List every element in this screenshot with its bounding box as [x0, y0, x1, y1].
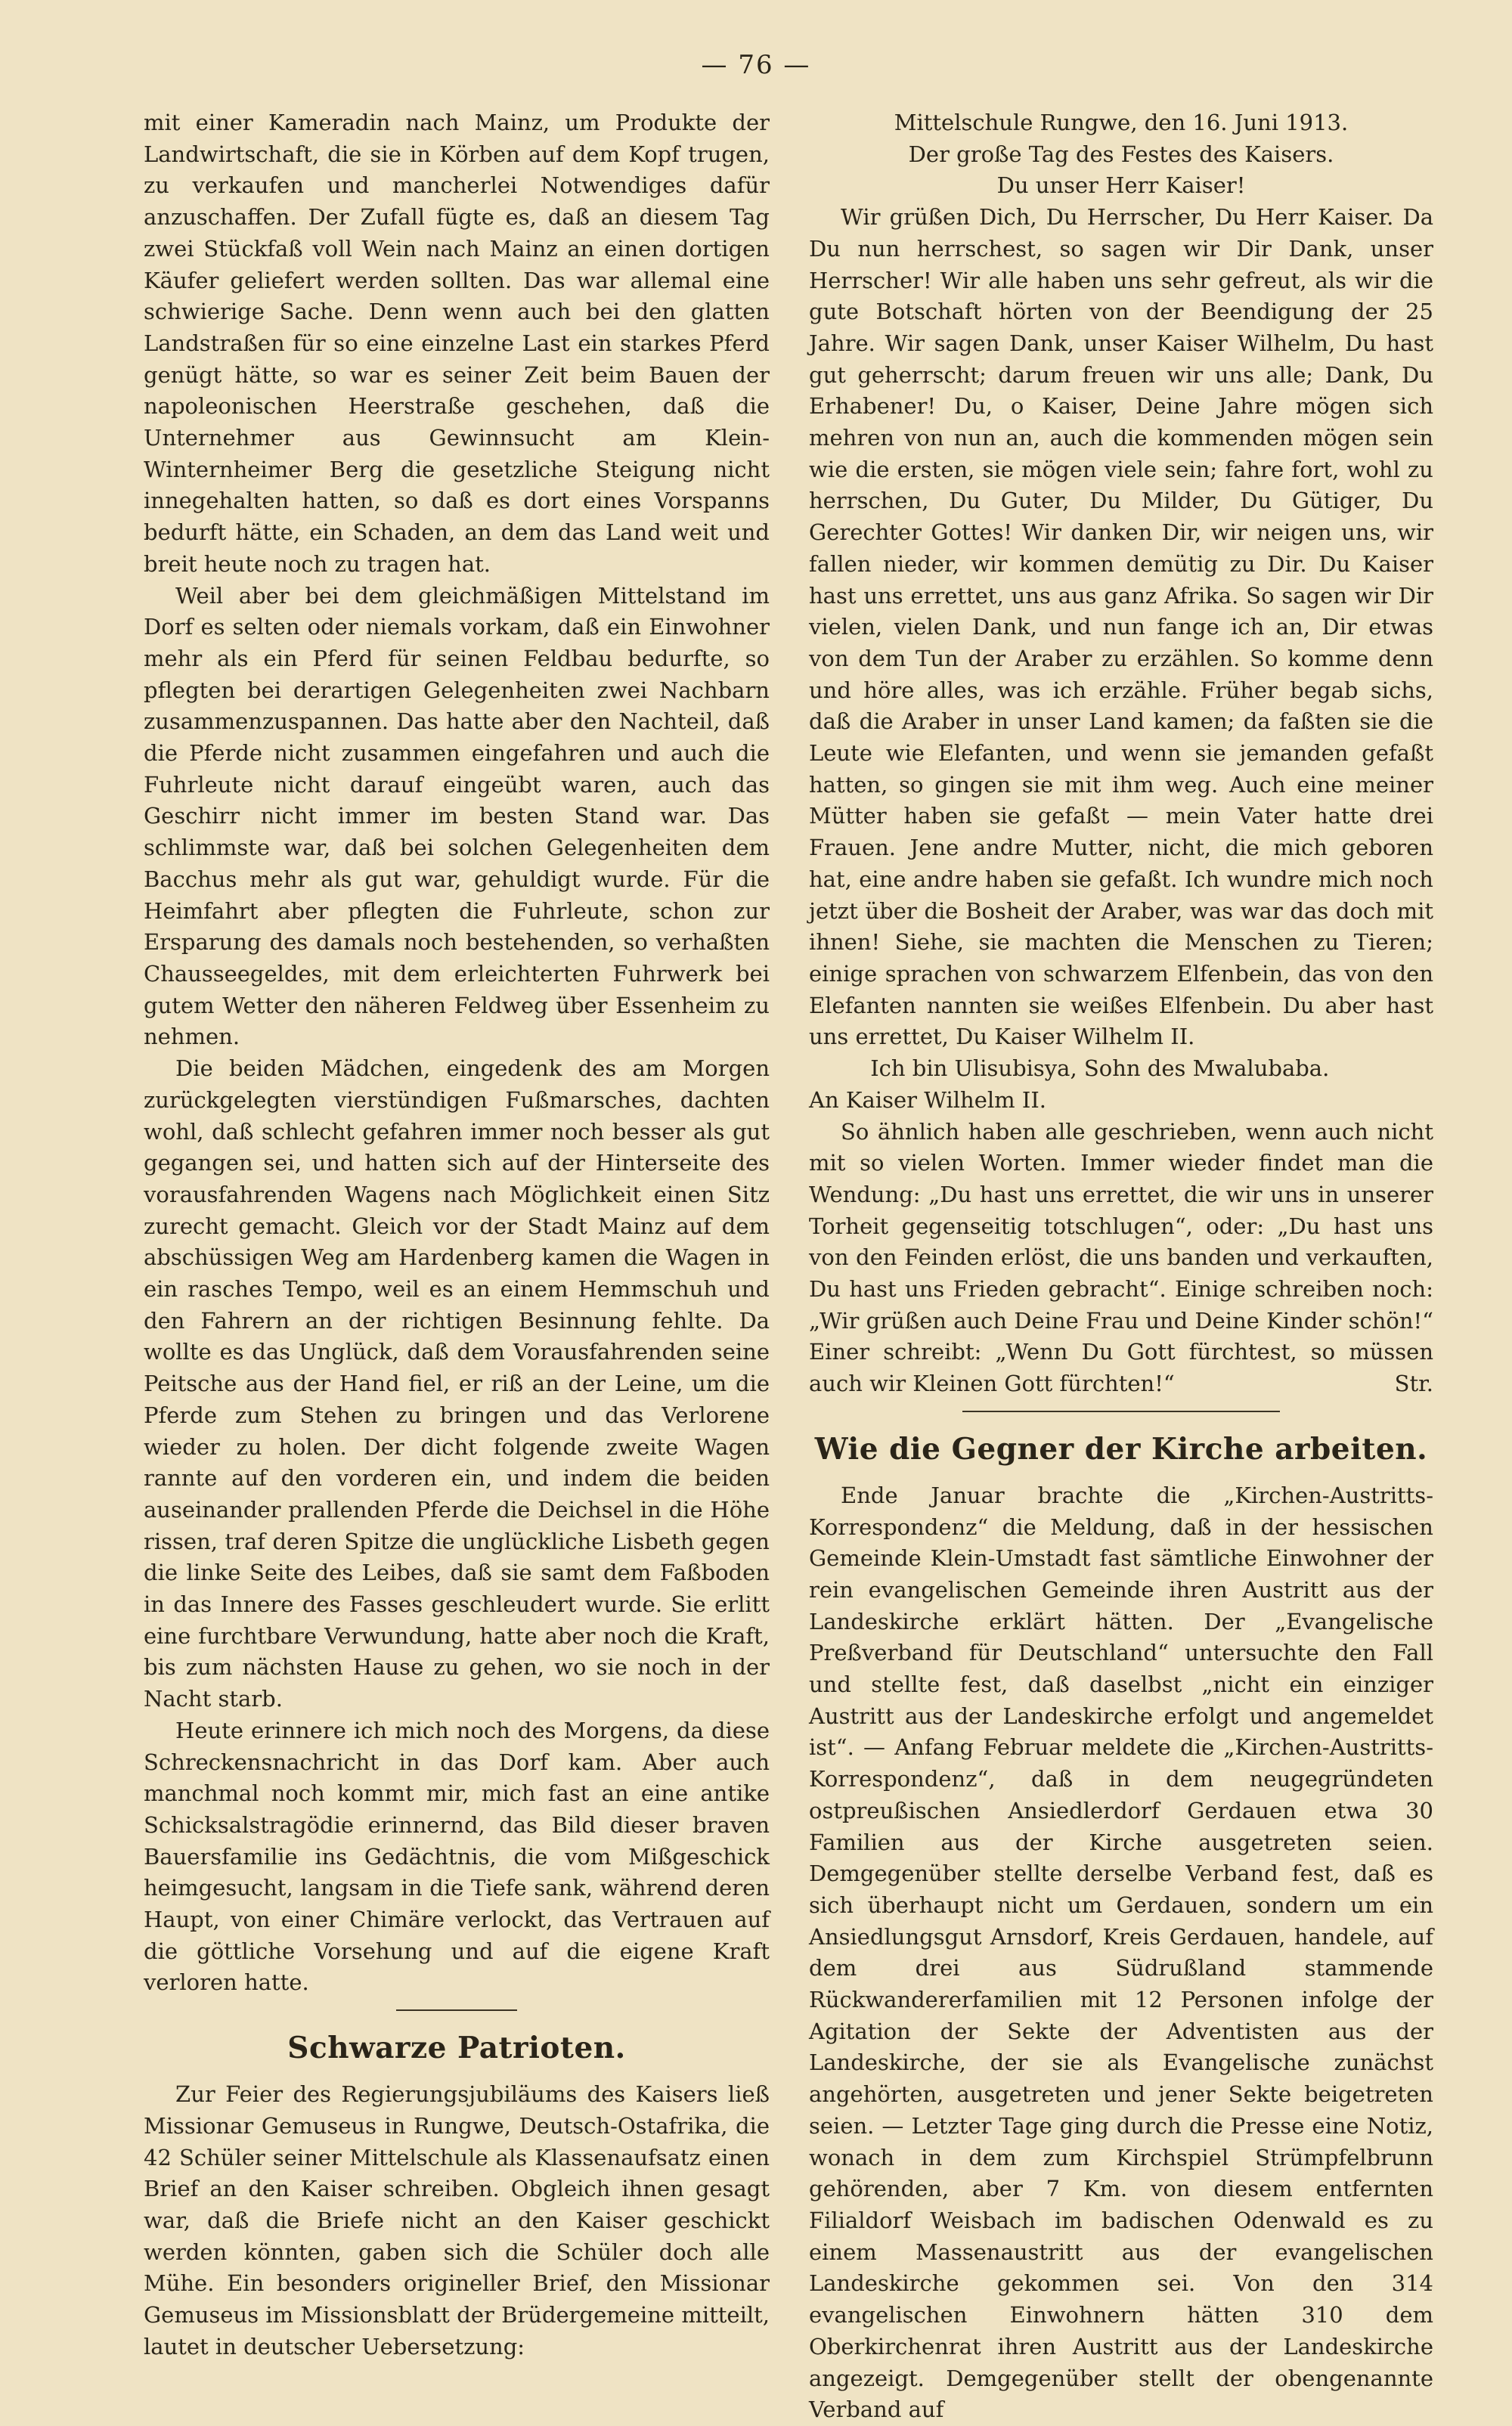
section-divider	[962, 1411, 1280, 1412]
letter-salutation: Du unser Herr Kaiser!	[996, 172, 1246, 199]
article-paragraph: Ende Januar brachte die „Kirchen-Austritts-Korrespondenz“ die Meldung, daß in der hessischen Gemeinde Klein-Umstadt fast sämtliche Einwohner der rein evangelischen Gemeinde ihren Austritt aus der Landeskirche erklärt hätten. Der „Evangelische Preßverband für Deutschland“ untersuchte den Fall und stellte fest, daß daselbst „nicht ein einziger Austritt aus der Landeskirche erfolgt und angemeldet ist“. — Anfang Februar meldete die „Kirchen-Austritts-Korrespondenz“, daß in dem neugegründeten ostpreußischen Ansiedlerdorf Gerdauen etwa 30 Familien aus der Kirche ausgetreten seien. Demgegenüber stellte derselbe Verband fest, daß es sich überhaupt nicht um Gerdauen, sondern um ein Ansiedlungsgut Arnsdorf, Kreis Gerdauen, handele, auf dem drei aus Südrußland stammende Rückwandererfamilien mit 12 Personen infolge der Agitation der Sekte der Adventisten aus der Landeskirche, der sie als Evangelische zunächst angehörten, ausgetreten und jener Sekte beigetreten seien. — Letzter Tage ging durch die Presse eine Notiz, wonach in dem zum Kirchspiel Strümpfelbrunn gehörenden, aber 7 Km. von diesem entfernten Filialdorf Weisbach im badischen Odenwald es zu einem Massenaustritt aus der evangelischen Landeskirche gekommen sei. Von den 314 evangelischen Einwohnern hätten 310 dem Oberkirchenrat ihren Austritt aus der Landeskirche angezeigt. Demgegenüber stellt der obengenannte Verband auf	[809, 1482, 1433, 2423]
letter-header-line: Der große Tag des Festes des Kaisers.	[908, 141, 1334, 167]
letter-address: An Kaiser Wilhelm II.	[809, 1086, 1047, 1113]
author-sign: Str.	[1394, 1371, 1433, 1397]
article-paragraph: Zur Feier des Regierungsjubiläums des Kaisers ließ Missionar Gemuseus in Rungwe, Deutsch-Ostafrika, die 42 Schüler seiner Mittelschule als Klassenaufsatz einen Brief an den Kaiser schreiben. Obgleich ihnen gesagt war, daß die Briefe nicht an den Kaiser geschickt werden könnten, gaben sich die Schüler doch alle Mühe. Ein besonders origineller Brief, den Missionar Gemuseus im Missionsblatt der Brüdergemeine mitteilt, lautet in deutscher Uebersetzung:	[144, 2081, 770, 2359]
story-paragraph: Die beiden Mädchen, eingedenk des am Morgen zurückgelegten vierstündigen Fußmarsches, dachten wohl, daß schlecht gefahren immer noch besser als gut gegangen sei, und hatten sich auf der Hinterseite des vorausfahrenden Wagens nach Möglichkeit einen Sitz zurecht gemacht. Gleich vor der Stadt Mainz auf dem abschüssigen Weg am Hardenberg kamen die Wagen in ein rasches Tempo, weil es an einem Hemmschuh und den Fahrern an der richtigen Besinnung fehlte. Da wollte es das Unglück, daß dem Vorausfahrenden seine Peitsche aus der Hand fiel, er riß an der Leine, um die Pferde zum Stehen zu bringen und das Verlorene wieder zu holen. Der dicht folgende zweite Wagen rannte auf den vorderen ein, und indem die beiden auseinander prallenden Pferde die Deichsel in die Höhe rissen, traf deren Spitze die unglückliche Lisbeth gegen die linke Seite des Leibes, daß sie samt dem Faßboden in das Innere des Fasses geschleudert wurde. Sie erlitt eine furchtbare Verwundung, hatte aber noch die Kraft, bis zum nächsten Hause zu gehen, wo sie noch in der Nacht starb.	[144, 1055, 770, 1712]
page-number: — 76 —	[701, 50, 811, 80]
right-column	[809, 107, 1433, 2426]
commentary-paragraph	[809, 1117, 1433, 1400]
letter-body: Wir grüßen Dich, Du Herrscher, Du Herr Kaiser. Da Du nun herrschest, so sagen wir Dir Dank, unser Herrscher! Wir alle haben uns sehr gefreut, als wir die gute Botschaft hörten von der Beendigung der 25 Jahre. Wir sagen Dank, unser Kaiser Wilhelm, Du hast gut geherrscht; darum freuen wir uns alle; Dank, Du Erhabener! Du, o Kaiser, Deine Jahre mögen sich mehren von nun an, auch die kommenden mögen sein wie die ersten, sie mögen viele sein; fahre fort, wohl zu herrschen, Du Guter, Du Milder, Du Gütiger, Du Gerechter Gottes! Wir danken Dir, wir neigen uns, wir fallen nieder, wir kommen demütig zu Dir. Du Kaiser hast uns errettet, uns aus ganz Afrika. So sagen wir Dir vielen, vielen Dank, und nun fange ich an, Dir etwas von dem Tun der Araber zu erzählen. So komme denn und höre alles, was ich erzähle. Früher begab sichs, daß die Araber in unser Land kamen; da faßten sie die Leute wie Elefanten, und wenn sie jemanden gefaßt hatten, so gingen sie mit ihm weg. Auch eine meiner Mütter haben sie gefaßt — mein Vater hatte drei Frauen. Jene andre Mutter, nicht, die mich geboren hat, eine andre haben sie gefaßt. Ich wundre mich noch jetzt über die Bosheit der Araber, was war das doch mit ihnen! Siehe, sie machten die Menschen zu Tieren; einige sprachen von schwarzem Elfenbein, das von den Elefanten nannten sie weißes Elfenbein. Du aber hast uns errettet, Du Kaiser Wilhelm II.	[809, 204, 1433, 1050]
commentary-text: So ähnlich haben alle geschrieben, wenn auch nicht mit so vielen Worten. Immer wieder findet man die Wendung: „Du hast uns errettet, die wir uns in unserer Torheit gegenseitig totschlugen“, oder: „Du hast uns von den Feinden erlöst, die uns banden und verkauften, Du hast uns Frieden gebracht“. Einige schreiben noch: „Wir grüßen auch Deine Frau und Deine Kinder schön!“ Einer schreibt: „Wenn Du Gott fürchtest, so müssen auch wir Kleinen Gott fürchten!“	[809, 1118, 1433, 1397]
left-column	[144, 107, 770, 2363]
story-paragraph: Weil aber bei dem gleichmäßigen Mittelstand im Dorf es selten oder niemals vorkam, daß ein Einwohner mehr als ein Pferd für seinen Feldbau bedurfte, so pflegten bei derartigen Gelegenheiten zwei Nachbarn zusammenzuspannen. Das hatte aber den Nachteil, daß die Pferde nicht zusammen eingefahren und auch die Fuhrleute nicht darauf eingeübt waren, auch das Geschirr nicht immer im besten Stand war. Das schlimmste war, daß bei solchen Gelegenheiten dem Bacchus mehr als gut war, gehuldigt wurde. Für die Heimfahrt aber pflegten die Fuhrleute, schon zur Ersparung des damals noch bestehenden, so verhaßten Chausseegeldes, mit dem erleichterten Fuhrwerk bei gutem Wetter den näheren Feldweg über Essenheim zu nehmen.	[144, 582, 770, 1050]
story-paragraph: mit einer Kameradin nach Mainz, um Produkte der Landwirtschaft, die sie in Körben auf dem Kopf trugen, zu verkaufen und mancherlei Notwendiges dafür anzuschaffen. Der Zufall fügte es, daß an diesem Tag zwei Stückfaß voll Wein nach Mainz an einen dortigen Käufer geliefert werden sollten. Das war allemal eine schwierige Sache. Denn wenn auch bei den glatten Landstraßen für so eine einzelne Last ein starkes Pferd genügt hätte, so war es seiner Zeit beim Bauen der napoleonischen Heerstraße geschehen, daß die Unternehmer aus Gewinnsucht am Klein-Winternheimer Berg die gesetzliche Steigung nicht innegehalten hatten, so daß es dort eines Vorspanns bedurft hätte, ein Schaden, an dem das Land weit und breit heute noch zu tragen hat.	[144, 110, 770, 577]
story-paragraph: Heute erinnere ich mich noch des Morgens, da diese Schreckensnachricht in das Dorf kam. Aber auch manchmal noch kommt mir, mich fast an eine antike Schicksalstragödie erinnernd, das Bild dieser braven Bauersfamilie ins Gedächtnis, die vom Mißgeschick heimgesucht, langsam in die Tiefe sank, während deren Haupt, von einer Chimäre verlockt, das Vertrauen auf die göttliche Vorsehung und auf die eigene Kraft verloren hatte.	[144, 1717, 770, 1996]
article-title: Schwarze Patrioten.	[287, 2031, 626, 2066]
letter-signature: Ich bin Ulisubisya, Sohn des Mwalubaba.	[870, 1055, 1330, 1082]
section-divider	[396, 2009, 517, 2011]
article-title: Wie die Gegner der Kirche arbeiten.	[814, 1431, 1428, 1467]
letter-header-line: Mittelschule Rungwe, den 16. Juni 1913.	[894, 110, 1349, 135]
